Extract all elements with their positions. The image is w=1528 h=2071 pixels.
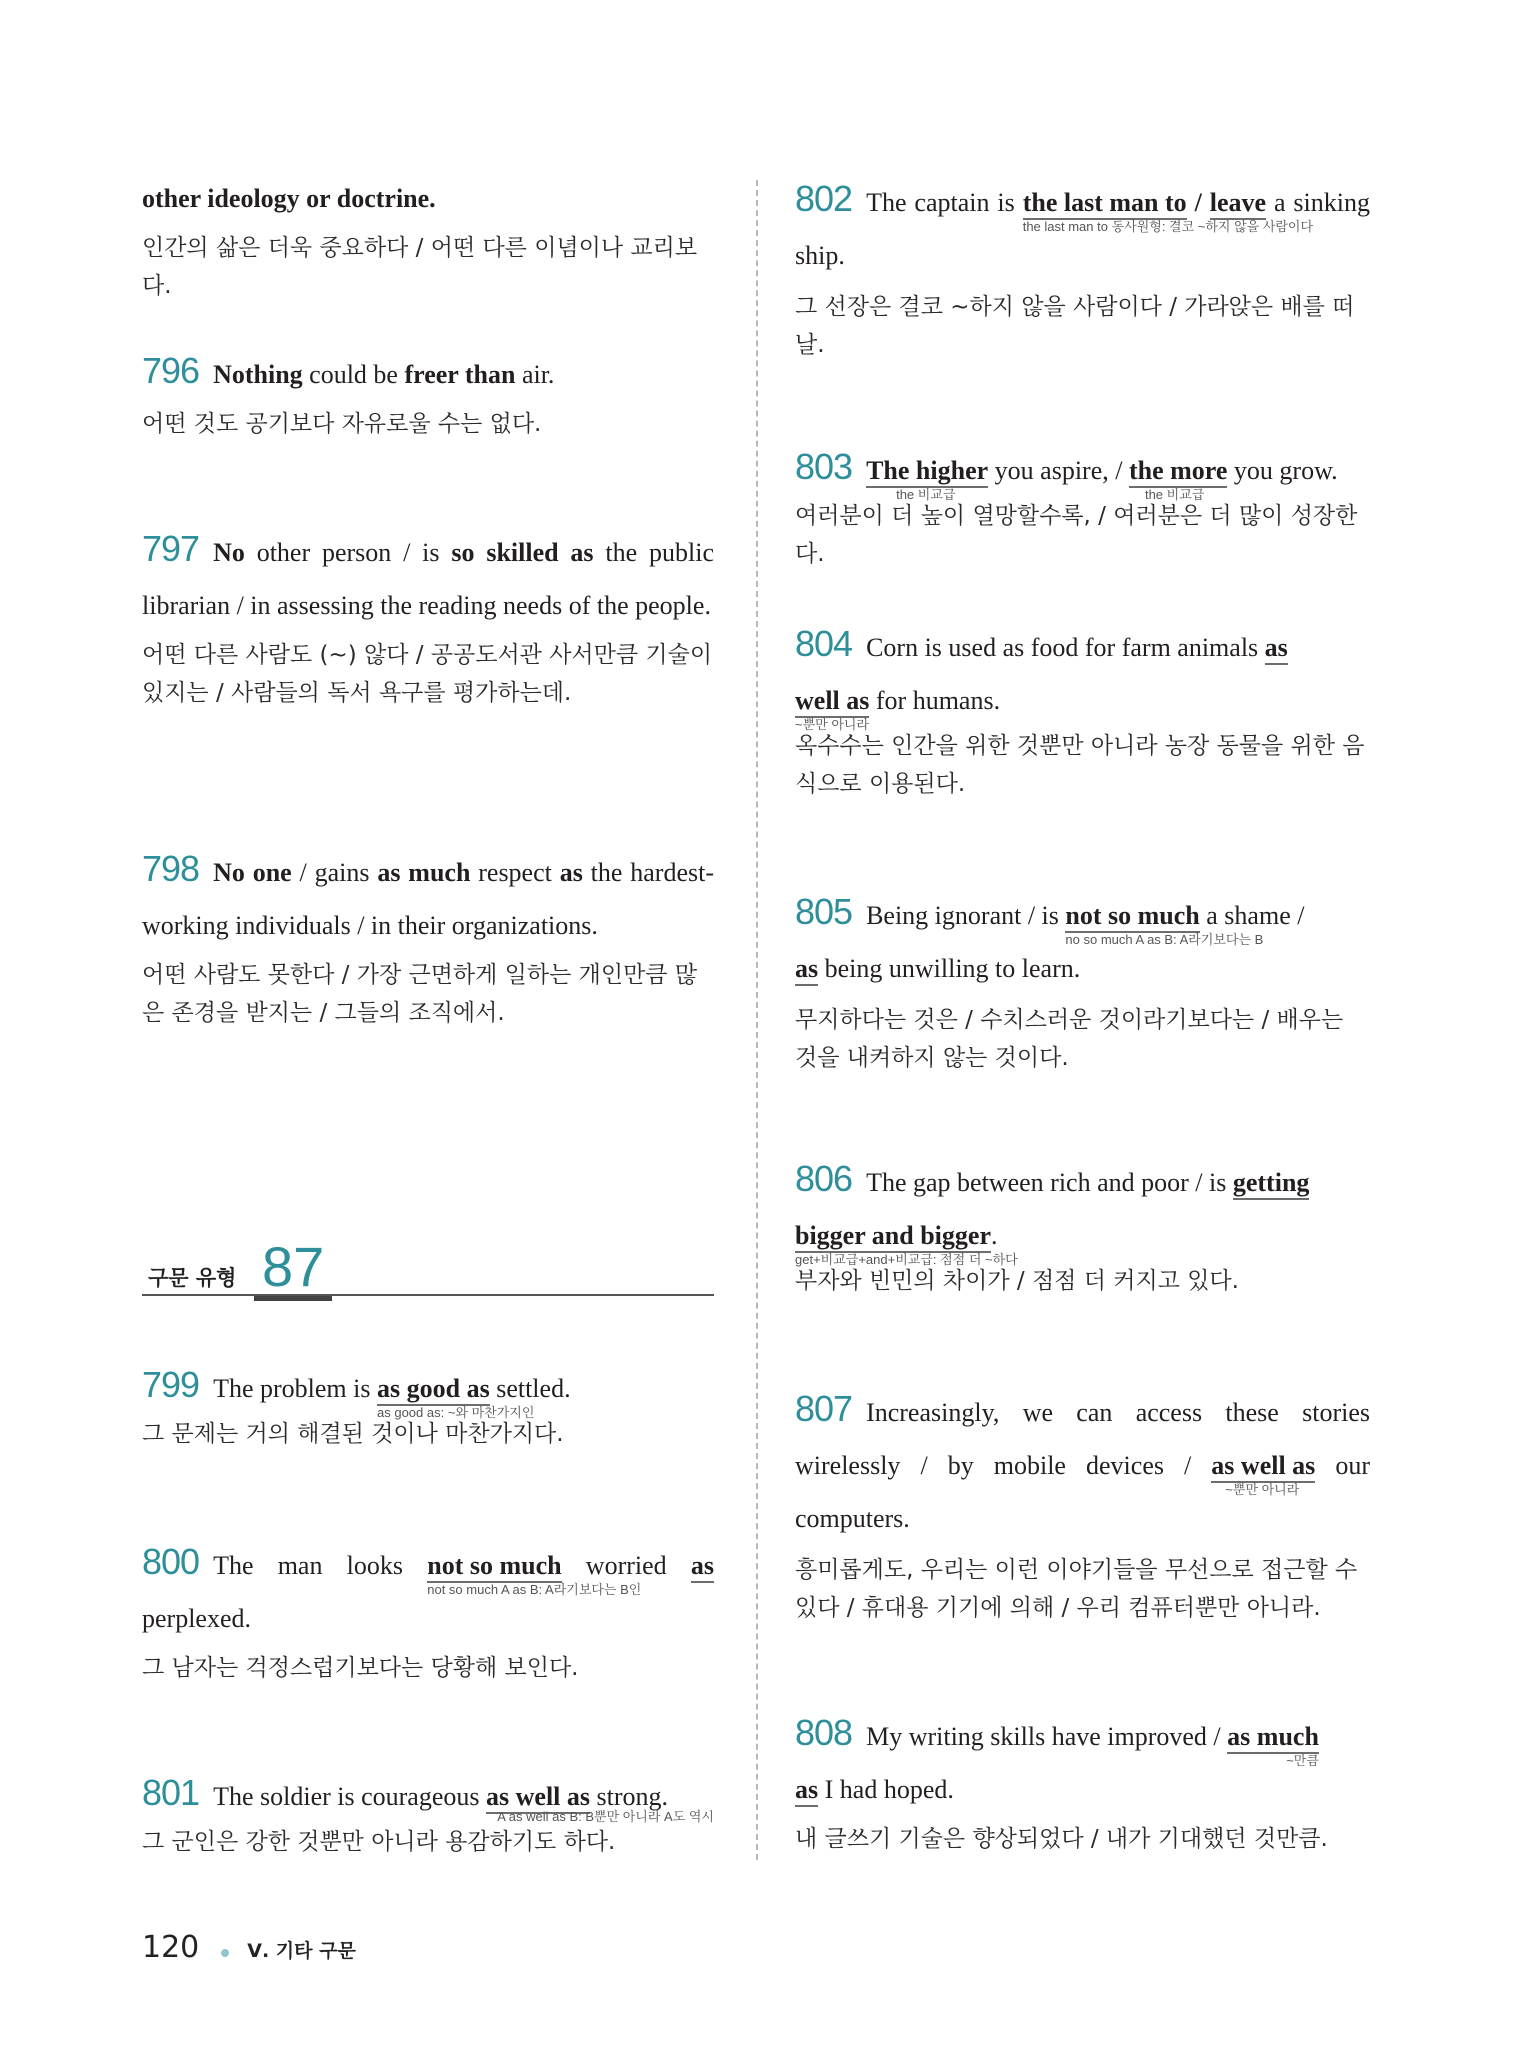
grammar-underline: as <box>691 1551 714 1583</box>
english-sentence: 800 The man looks not so much not so much A as B: A라기보다는 B인 worried as perplexed. <box>142 1541 714 1633</box>
section-label: 구문 유형 <box>148 1266 237 1290</box>
entry-802 <box>795 172 1370 364</box>
column-divider <box>756 180 758 1860</box>
english-sentence: 801 The soldier is courageous as well as strong. <box>142 1772 669 1813</box>
grammar-note: get+비교급+and+비교급: 점점 더 ~하다 <box>795 1252 1018 1267</box>
entry-number: 799 <box>142 1364 200 1405</box>
entry-798 <box>142 842 714 1032</box>
english-sentence: 803 The higher the 비교급 you aspire, / the more the 비교급 you grow. <box>795 446 1338 502</box>
entry-number: 805 <box>795 891 853 932</box>
english-sentence: 808 My writing skills have improved / as much ~만큼 as I had hoped. <box>795 1706 1370 1816</box>
entry-number: 798 <box>142 848 200 889</box>
grammar-underline: as much ~만큼 <box>1227 1722 1319 1768</box>
grammar-note: the last man to 동사원형: 결코 ~하지 않을 사람이다 <box>1022 219 1314 234</box>
korean-translation: 어떤 다른 사람도 (~) 않다 / 공공도서관 사서만큼 기술이 있지는 / 사람들의 독서 욕구를 평가하는데. <box>142 642 713 706</box>
entry-808 <box>795 1706 1370 1858</box>
english-sentence: 804 Corn is used as food for farm animals as well as ~뿐만 아니라 for humans. <box>795 623 1288 732</box>
entry-807 <box>795 1382 1370 1627</box>
entry-804 <box>795 617 1370 803</box>
grammar-underline: the last man to the last man to 동사원형: 결코 ~하지 않을 사람이다 <box>1022 188 1314 234</box>
grammar-underline: The higher the 비교급 <box>866 456 989 502</box>
english-sentence: 798 No one / gains as much respect as the hardest-working individuals / in their organizations. <box>142 848 715 940</box>
korean-translation: 내 글쓰기 기술은 향상되었다 / 내가 기대했던 것만큼. <box>795 1826 1328 1852</box>
grammar-underline: the more the 비교급 <box>1128 456 1228 502</box>
page-footer <box>142 1930 356 1965</box>
english-sentence: 802 The captain is the last man to the last man to 동사원형: 결코 ~하지 않을 사람이다 / leave a sinking ship. <box>795 178 1370 270</box>
grammar-note: as good as: ~와 마찬가지인 <box>377 1405 535 1420</box>
entry-number: 804 <box>795 623 853 664</box>
korean-translation: 여러분이 더 높이 열망할수록, / 여러분은 더 많이 성장한다. <box>795 503 1358 567</box>
korean-translation: 흥미롭게도, 우리는 이런 이야기들을 무선으로 접근할 수 있다 / 휴대용 기기에 의해 / 우리 컴퓨터뿐만 아니라. <box>795 1557 1358 1621</box>
entry-806 <box>795 1152 1370 1300</box>
english-sentence: other ideology or doctrine. <box>142 184 436 213</box>
entry-799 <box>142 1358 714 1453</box>
korean-translation: 부자와 빈민의 차이가 / 점점 더 커지고 있다. <box>795 1268 1239 1294</box>
english-sentence: 806 The gap between rich and poor / is getting bigger and bigger get+비교급+and+비교급: 점점 더 ~하다 . <box>795 1158 1310 1267</box>
entry-number: 800 <box>142 1541 200 1582</box>
entry-803 <box>795 440 1370 573</box>
entry-number: 801 <box>142 1772 200 1813</box>
grammar-underline: not so much not so much A as B: A라기보다는 B인 <box>427 1551 642 1597</box>
entry-797 <box>142 522 714 712</box>
section-header <box>142 1235 714 1298</box>
grammar-note: ~뿐만 아니라 <box>795 717 869 732</box>
grammar-underline: leave <box>1210 188 1266 220</box>
grammar-underline: as well as <box>486 1782 590 1814</box>
section-number: 87 <box>254 1238 332 1301</box>
korean-translation: 어떤 사람도 못한다 / 가장 근면하게 일하는 개인만큼 많은 존경을 받지는 / 그들의 조직에서. <box>142 962 698 1026</box>
grammar-note: A as well as B: B뿐만 아니라 A도 역시 <box>497 1809 714 1824</box>
english-sentence: 805 Being ignorant / is not so much no so much A as B: A라기보다는 B a shame / as being unwilling to learn. <box>795 885 1370 995</box>
entry-805 <box>795 885 1370 1077</box>
english-sentence: 797 No other person / is so skilled as the public librarian / in assessing the reading needs of the people. <box>142 528 714 620</box>
grammar-underline: not so much no so much A as B: A라기보다는 B <box>1065 901 1264 947</box>
grammar-underline: as well as ~뿐만 아니라 <box>1211 1451 1316 1497</box>
korean-translation: 어떤 것도 공기보다 자유로울 수는 없다. <box>142 411 542 437</box>
english-sentence: 807 Increasingly, we can access these stories wirelessly / by mobile devices / as well as ~뿐만 아니라 our computers. <box>795 1388 1370 1533</box>
grammar-note: ~만큼 <box>1286 1753 1319 1768</box>
grammar-note: the 비교급 <box>896 487 956 502</box>
grammar-note: ~뿐만 아니라 <box>1225 1482 1300 1497</box>
entry-number: 797 <box>142 528 200 569</box>
entry-number: 802 <box>795 178 853 219</box>
korean-translation: 옥수수는 인간을 위한 것뿐만 아니라 농장 동물을 위한 음식으로 이용된다. <box>795 733 1365 797</box>
grammar-underline: well as ~뿐만 아니라 <box>795 686 870 732</box>
entry-continuation <box>142 172 714 305</box>
korean-translation: 그 남자는 걱정스럽기보다는 당황해 보인다. <box>142 1655 579 1681</box>
korean-translation: 그 문제는 거의 해결된 것이나 마찬가지다. <box>142 1421 564 1447</box>
grammar-underline: as <box>795 954 818 986</box>
korean-translation: 그 선장은 결코 ~하지 않을 사람이다 / 가라앉은 배를 떠날. <box>795 294 1355 358</box>
grammar-underline: as good as as good as: ~와 마찬가지인 <box>377 1374 535 1420</box>
bullet-dot-icon <box>221 1949 229 1957</box>
entry-number: 806 <box>795 1158 853 1199</box>
entry-801 <box>142 1766 714 1861</box>
grammar-underline: bigger and bigger get+비교급+and+비교급: 점점 더 ~하다 <box>795 1221 1018 1267</box>
grammar-underline: as <box>1265 633 1288 665</box>
page-number: 120 <box>142 1930 200 1965</box>
korean-translation: 무지하다는 것은 / 수치스러운 것이라기보다는 / 배우는 것을 내켜하지 않는 것이다. <box>795 1007 1344 1071</box>
entry-796 <box>142 344 714 443</box>
entry-number: 808 <box>795 1712 853 1753</box>
entry-800 <box>142 1535 714 1687</box>
grammar-underline: getting <box>1233 1168 1310 1200</box>
entry-number: 803 <box>795 446 853 487</box>
english-sentence: 796 Nothing could be freer than air. <box>142 350 555 391</box>
grammar-note: not so much A as B: A라기보다는 B인 <box>427 1582 642 1597</box>
english-sentence: 799 The problem is as good as as good as: ~와 마찬가지인 settled. <box>142 1364 571 1420</box>
korean-translation: 인간의 삶은 더욱 중요하다 / 어떤 다른 이념이나 교리보다. <box>142 235 698 299</box>
entry-number: 807 <box>795 1388 853 1429</box>
grammar-note: no so much A as B: A라기보다는 B <box>1065 932 1264 947</box>
chapter-title: Ⅴ. 기타 구문 <box>247 1940 356 1962</box>
korean-translation: 그 군인은 강한 것뿐만 아니라 용감하기도 하다. <box>142 1829 616 1855</box>
entry-number: 796 <box>142 350 200 391</box>
grammar-note: the 비교급 <box>1144 487 1205 502</box>
grammar-underline: as <box>795 1775 818 1807</box>
